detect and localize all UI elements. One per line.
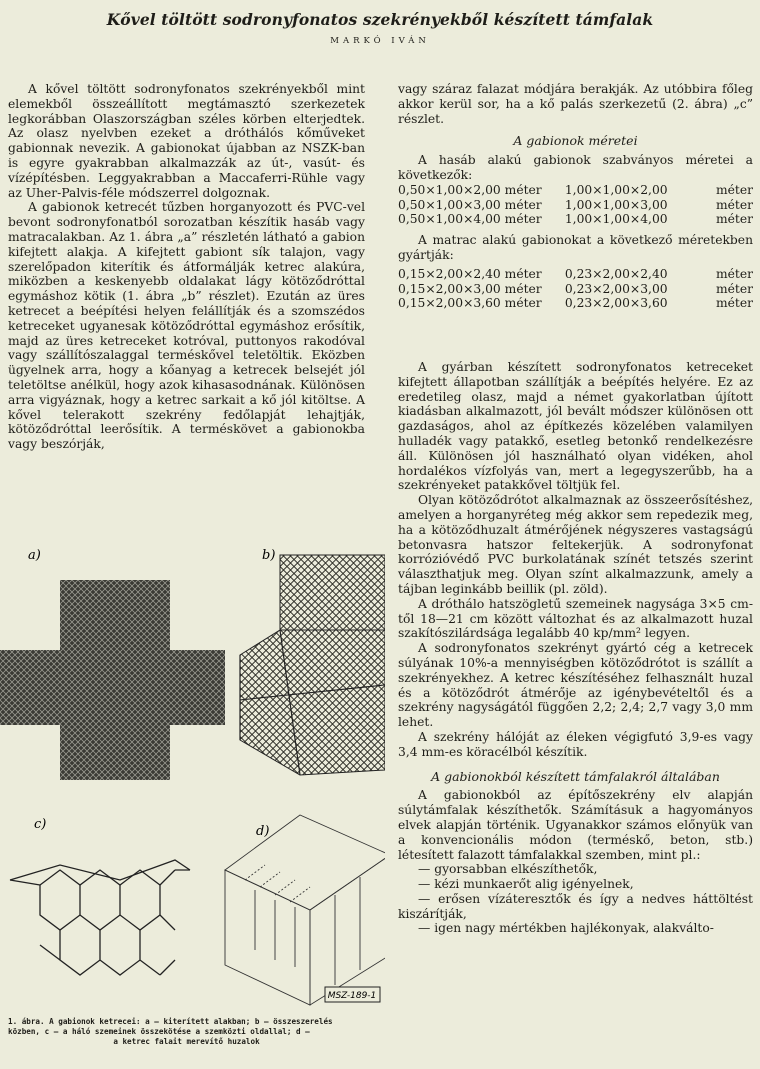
heading-general: A gabionokból készített támfalakról általában xyxy=(431,768,720,784)
table-cell: méter xyxy=(715,296,753,311)
table-row xyxy=(398,198,753,213)
list-item: — erősen vízáteresztők és így a nedves háttöltést kiszárítják, xyxy=(398,891,753,921)
right-paragraph-2: Olyan kötöződrótot alkalmaznak az összeerősítéshez, amelyen a horganyréteg még akkor sem repedezik meg, ha a kötöződhuzalt átmérőjének négyszeres vastagságú betonvasra hatszor feltekerjük. A sodronyfonat korrózióvédő PVC burkolatának színét tetszés szerint választhatjuk meg. Olyan színt alkalmazzunk, amely a tájban leginkább beillik (pl. zöld). xyxy=(398,493,753,596)
table-cell: 0,23×2,00×3,60 xyxy=(564,296,668,311)
table-cell: 1,00×1,00×4,00 xyxy=(564,212,668,227)
right-paragraph-4: A sodronyfonatos szekrényt gyártó cég a ketrecek súlyának 10%-a mennyiségben kötöződrótot is szállít a szekrényekhez. A ketrec készítéséhez felhasznált huzal és a kötöződrót átmérője az igénybevételtől és a szekrény nagyságától függően 2,2; 2,4; 2,7 vagy 3,0 mm lehet. xyxy=(398,641,753,730)
table-cell: 0,15×2,00×3,00 méter xyxy=(398,281,542,296)
author-name: MARKÓ IVÁN xyxy=(330,36,430,46)
unfolded-gabion-drawing xyxy=(0,580,225,780)
stamp-badge xyxy=(325,987,380,1002)
table-cell: méter xyxy=(715,212,753,227)
figure-label-a: a) xyxy=(28,548,41,563)
gabion-figure xyxy=(0,535,385,1013)
table-row xyxy=(398,212,753,227)
dims-intro: A hasáb alakú gabionok szabványos méretei a következők: xyxy=(398,153,753,182)
right-intro: vagy száraz falazat módjára berakják. Az utóbbira főleg akkor kerül sor, ha a kő palás szerkezetű (2. ábra) „c” részlet. xyxy=(398,82,753,126)
list-item: — kézi munkaerőt alig igényelnek, xyxy=(418,877,634,892)
figure-caption xyxy=(8,1017,365,1047)
table-cell: 0,15×2,00×2,40 méter xyxy=(398,266,542,281)
table-row xyxy=(398,183,753,198)
table-row xyxy=(398,296,753,311)
list-item: — igen nagy mértékben hajlékonyak, alakválto- xyxy=(418,921,714,936)
table-row xyxy=(398,267,753,282)
heading-dimensions: A gabionok méretei xyxy=(513,133,638,149)
dims-mattress-table xyxy=(398,267,753,311)
table-cell: 1,00×1,00×3,00 xyxy=(564,197,668,212)
stiffening-wires-drawing xyxy=(225,815,385,1005)
assembling-gabion-drawing xyxy=(240,555,385,775)
right-column-top xyxy=(398,82,753,311)
table-cell: 0,50×1,00×3,00 méter xyxy=(398,197,542,212)
table-cell: méter xyxy=(715,182,753,197)
right-paragraph-1: A gyárban készített sodronyfonatos ketreceket kifejtett állapotban szállítják a beépítés helyére. Ez az eredetileg olasz, majd a német gyakorlatban újított kiadásban alkalmazott, jól bevált módszer különösen ott gazdaságos, ahol az építkezés közelében valamilyen hulladék vagy patakkő, esetleg betonkő rendelkezésre áll. Különösen jól használható olyan vidéken, ahol hordalékos vízfolyás van, mert a legegyszerűbb, ha a szekrényeket patakkővel töltjük fel. xyxy=(398,360,753,493)
stamp-text: MSZ-189-1 xyxy=(327,991,377,1001)
table-row xyxy=(398,282,753,297)
table-cell: méter xyxy=(715,281,753,296)
table-cell: méter xyxy=(715,197,753,212)
dims-mattress-intro: A matrac alakú gabionokat a következő méretekben gyártják: xyxy=(398,233,753,262)
figure-label-c: c) xyxy=(34,817,47,832)
table-cell: 0,23×2,00×2,40 xyxy=(564,266,668,281)
table-cell: 0,23×2,00×3,00 xyxy=(564,281,668,296)
table-cell: 0,15×2,00×3,60 méter xyxy=(398,296,542,311)
article-title: Kővel töltött sodronyfonatos szekrényekből készített támfalak xyxy=(106,10,654,29)
right-paragraph-5: A szekrény hálóját az éleken végigfutó 3,9-es vagy 3,4 mm-es köracélból készítik. xyxy=(398,729,753,759)
table-cell: 0,50×1,00×2,00 méter xyxy=(398,182,542,197)
right-paragraph-3: A dróthálo hatszögletű szemeinek nagysága 3×5 cm-től 18—21 cm között változhat és az alkalmazott huzal szakítószilárdsága legalább 40 kp/mm² legyen. xyxy=(398,596,753,641)
table-cell: méter xyxy=(715,266,753,281)
list-item: — gyorsabban elkészíthetők, xyxy=(418,862,598,877)
figure-label-d: d) xyxy=(256,824,270,839)
left-paragraph-2: A gabionok ketrecét tűzben horganyozott és PVC-vel bevont sodronyfonatból sorozatban készítik hasáb vagy matracalakban. Az 1. ábra „a” részletén látható a gabion kifejtett alakja. A kifejtett gabiont sík talajon, vagy szerelőpadon kiterítik és átformálják ketrec alakúra, miközben a keskenyebb oldalakat lágy kötöződróttal egymáshoz kötik (1. ábra „b” részlet). Ezután az üres ketrecet a beépítési helyen felállítják és a szomszédos ketreceket ugyanesak kötöződróttal egymáshoz erősítik, majd az üres ketreceket kotróval, puttonyos rakodóval vagy szállítószalaggal terméskővel teletöltik. Eközben ügyelnek arra, hogy a kőanyag a ketrecek belsejét jól teletöltse anélkül, hogy azok kihasasodnának. Különösen arra vigyáznak, hogy a ketrec sarkait a kő jól kitöltse. A kővel telerakott szekrény fedőlapját lehajtják, kötöződróttal leerősítik. A terméskövet a gabionokba vagy beszórják, xyxy=(8,200,365,452)
caption-line-2: közben, c — a háló szemeinek összekötése a szemközti oldallal; d — xyxy=(8,1027,310,1036)
right-column-body xyxy=(398,360,753,936)
caption-line-3: a ketrec falait merevítő huzalok xyxy=(113,1037,260,1046)
left-paragraph-1: A kővel töltött sodronyfonatos szekrényekből mint elemekből összeállított megtámasztó szerkezetek legkorábban Olaszországban széles körben elterjedtek. Az olasz nyelvben ezeket a dróthálós kőműveket gabionnak nevezik. A gabionokat újabban az NSZK-ban is egyre gyakrabban alkalmazzák az út-, vasút- és vízépítésben. Leggyakrabban a Maccaferri-Rühle vagy az Uher-Palvis-féle módszerrel dolgoznak. xyxy=(8,82,365,200)
left-column xyxy=(8,82,365,452)
figure-label-b: b) xyxy=(262,548,276,563)
caption-line-1: 1. ábra. A gabionok ketrecei: a — kiterített alakban; b — összeszerelés xyxy=(8,1017,333,1026)
table-cell: 1,00×1,00×2,00 xyxy=(564,182,668,197)
mesh-connection-drawing xyxy=(10,860,190,975)
general-paragraph: A gabionokból az építőszekrény elv alapján súlytámfalak készíthetők. Számításuk a hagyományos elvek alapján történik. Ugyanakkor számos előnyük van a konvencionális módon (terméskő, beton, stb.) létesített falazott támfalakkal szemben, mint pl.: xyxy=(398,788,753,862)
dims-prism-table xyxy=(398,183,753,227)
table-cell: 0,50×1,00×4,00 méter xyxy=(398,212,542,227)
